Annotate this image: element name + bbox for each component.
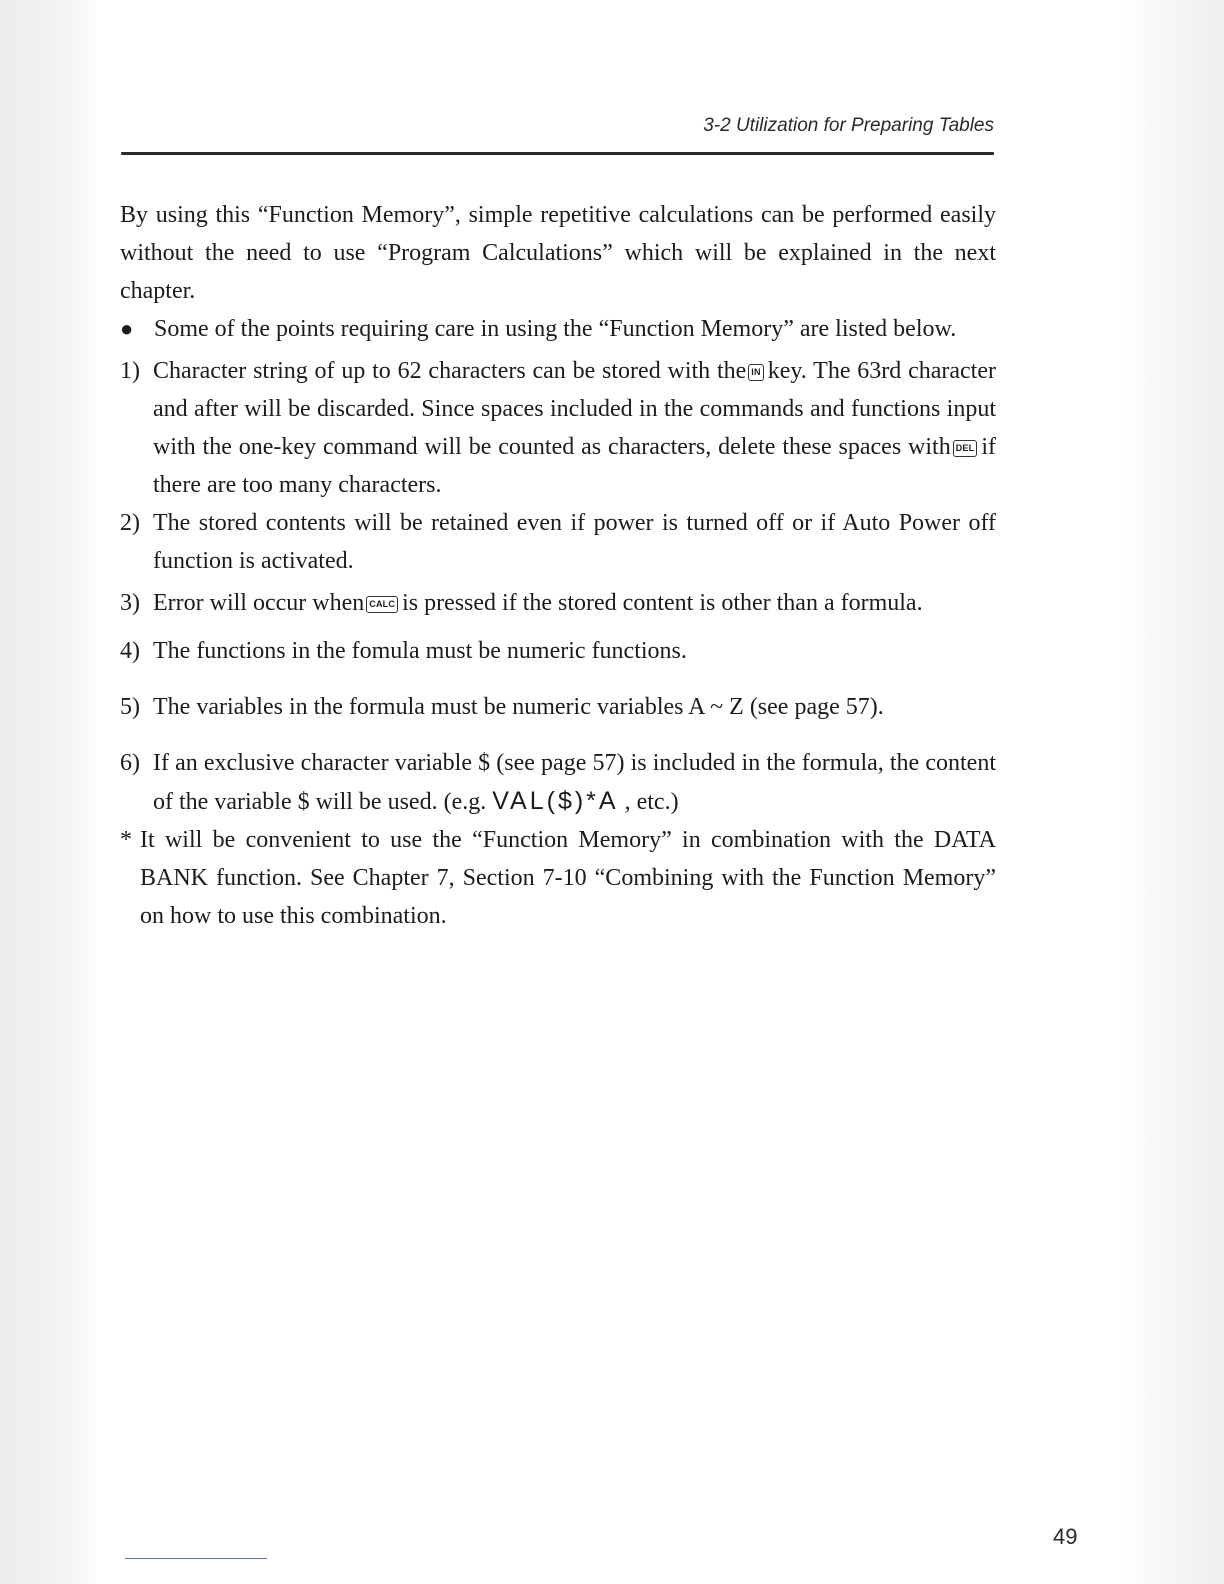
list-item-3 — [120, 584, 996, 622]
running-head: 3-2 Utilization for Preparing Tables — [703, 115, 994, 136]
in-key-icon: IN — [748, 364, 763, 381]
page-edge-shadow-right — [1122, 0, 1224, 1584]
page-edge-shadow-left — [0, 0, 96, 1584]
list-number: 2) — [120, 510, 140, 536]
list-number: 6) — [120, 750, 140, 776]
list-number: 5) — [120, 694, 140, 720]
asterisk-icon: * — [120, 827, 132, 853]
list-text: The stored contents will be retained even if power is turned off or if Auto Power off function is activated. — [153, 510, 996, 574]
list-text: Character string of up to 62 characters can be stored with the IN key. The 63rd character and after will be discarded. Since spaces included in the commands and functions input with the one-key command will be counted as characters, delete these spaces with DEL if there are too many characters. — [153, 358, 996, 498]
list-text: The functions in the fomula must be numeric functions. — [153, 638, 687, 664]
list-item-1 — [120, 352, 996, 504]
list-text: If an exclusive character variable $ (see page 57) is included in the formula, the content of the variable $ will be used. (e.g. VAL($)*A , etc.) — [153, 750, 996, 815]
del-key-icon: DEL — [953, 440, 978, 457]
note-text: It will be convenient to use the “Function Memory” in combination with the DATA BANK function. See Chapter 7, Section 7-10 “Combining with the Function Memory” on how to use this combination. — [140, 827, 996, 929]
list-item-2 — [120, 504, 996, 580]
bullet-text: Some of the points requiring care in using the “Function Memory” are listed below. — [154, 316, 957, 342]
note-item — [120, 821, 996, 935]
list-number: 1) — [120, 358, 140, 384]
list-text: The variables in the formula must be numeric variables A ~ Z (see page 57). — [153, 694, 884, 720]
example-expression: VAL($)*A — [492, 787, 619, 815]
list-item-6 — [120, 744, 996, 821]
list-item-5 — [120, 688, 996, 726]
list-text: Error will occur when CALC is pressed if the stored content is other than a formula. — [153, 590, 923, 616]
list-item-4 — [120, 632, 996, 670]
header-rule — [121, 152, 994, 155]
bullet-dot-icon: ● — [120, 316, 134, 341]
page-number: 49 — [1053, 1524, 1078, 1549]
bullet-item — [120, 310, 996, 348]
list-number: 4) — [120, 638, 140, 664]
bottom-rule — [125, 1558, 267, 1559]
page-body — [120, 196, 996, 935]
list-number: 3) — [120, 590, 140, 616]
intro-paragraph: By using this “Function Memory”, simple repetitive calculations can be performed easily without the need to use “Program Calculations” which will be explained in the next chapter. — [120, 202, 996, 304]
calc-key-icon: CALC — [366, 596, 398, 613]
